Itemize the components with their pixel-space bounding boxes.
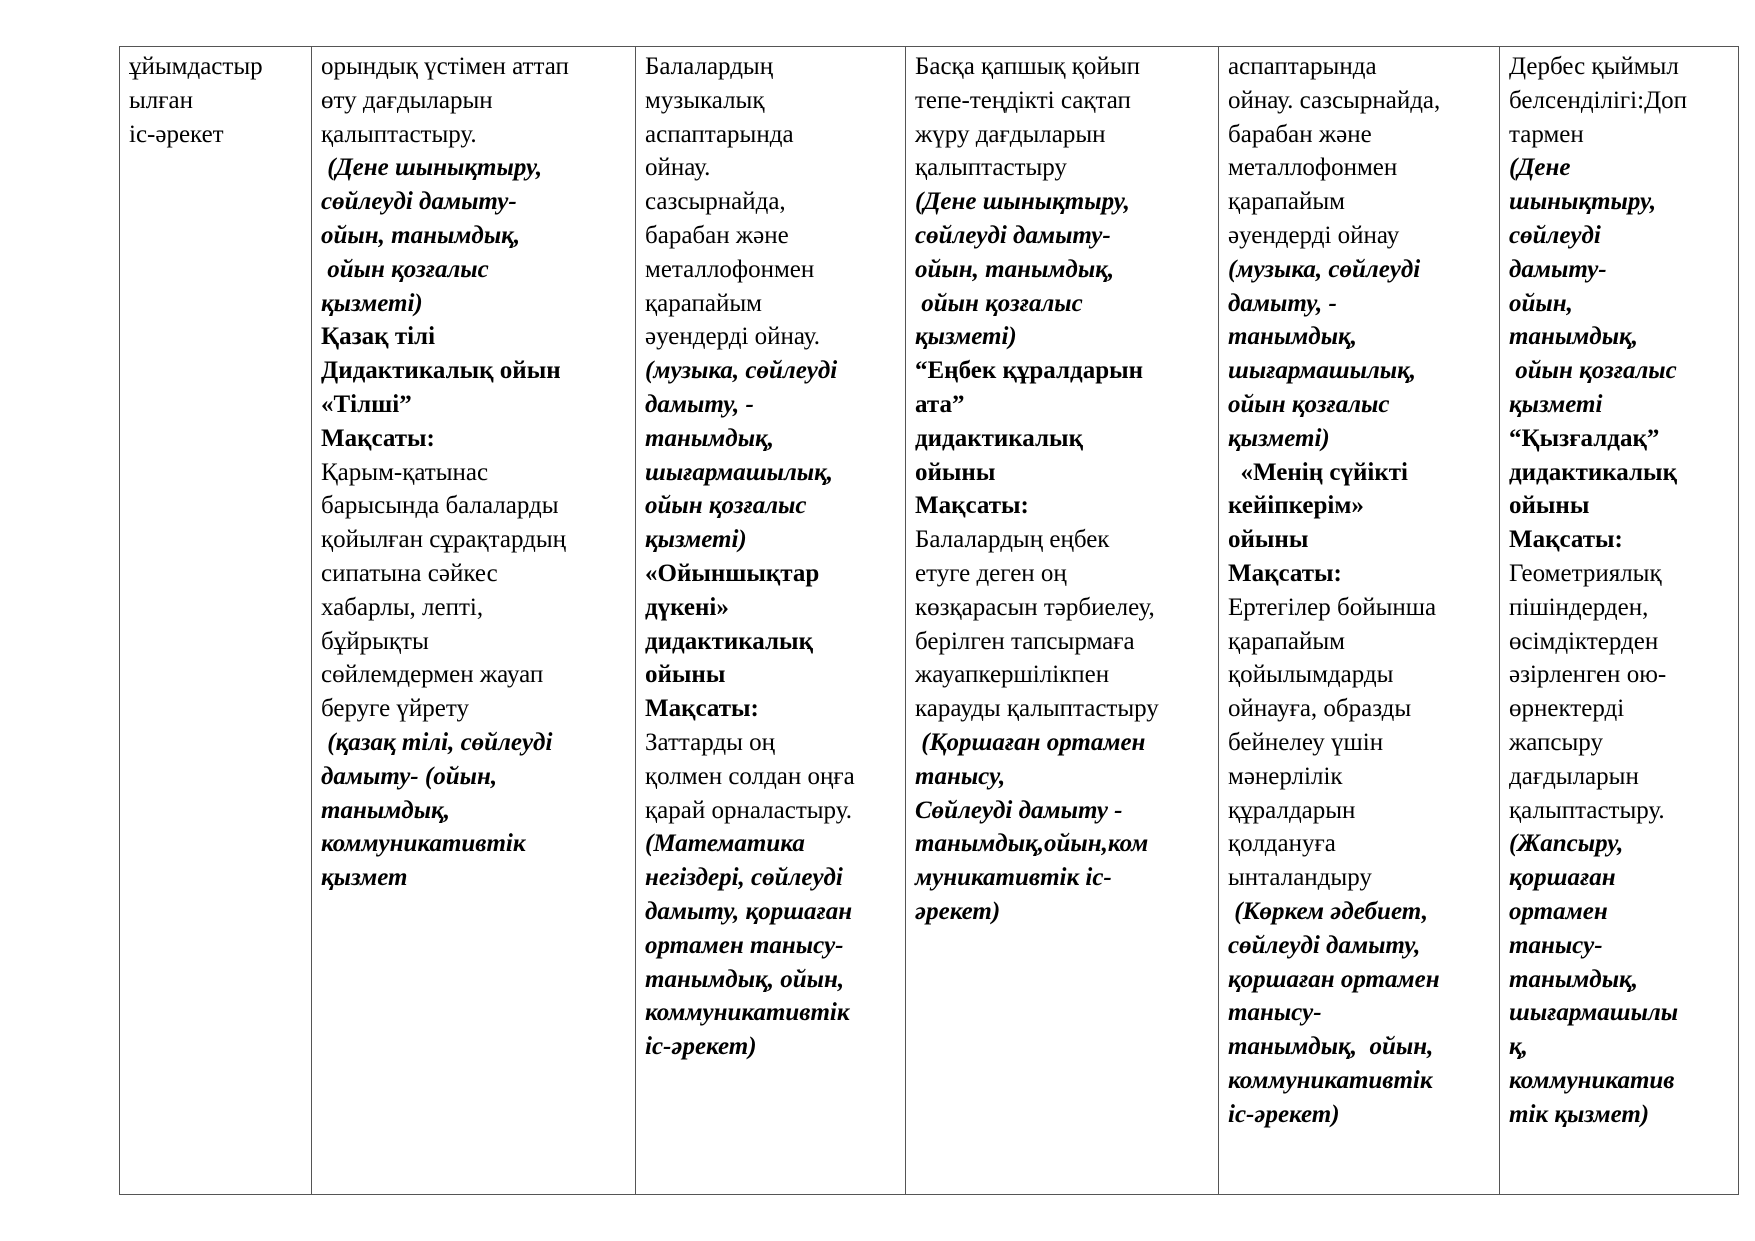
- text-line: аспаптарында: [1228, 53, 1377, 80]
- emphasis-line: дамыту- (ойын,: [321, 762, 498, 790]
- text-line: әуендерді ойнау.: [645, 323, 820, 351]
- emphasis-line: кейіпкерім»: [1228, 492, 1364, 520]
- emphasis-line: “Еңбек құралдарын: [915, 357, 1144, 385]
- emphasis-line: ойын,: [1509, 289, 1573, 317]
- emphasis-line: танымдық,ойын,ком: [915, 830, 1149, 858]
- emphasis-line: Дидактикалық ойын: [321, 357, 561, 385]
- emphasis-line: танымдық,: [1509, 965, 1638, 993]
- text-line: жауапкершілікпен: [915, 661, 1110, 689]
- text-line: пішіндерден,: [1509, 593, 1649, 621]
- emphasis-line: дүкені»: [645, 593, 729, 621]
- text-line: қойылған сұрақтардың: [321, 526, 567, 554]
- text-line: барабан және: [645, 221, 789, 249]
- emphasis-line: қоршаған: [1509, 864, 1616, 892]
- text-line: көзқарасын тәрбиелеу,: [915, 593, 1155, 621]
- text-line: ұйымдастыр: [129, 53, 263, 80]
- emphasis-line: Мақсаты:: [915, 492, 1029, 520]
- emphasis-line: «Тілші”: [321, 390, 412, 418]
- emphasis-line: танысу-: [1509, 931, 1603, 959]
- activity-type-cell: [120, 47, 312, 1195]
- text-line: қалыптастыру.: [321, 120, 477, 148]
- emphasis-line: ортамен: [1509, 897, 1608, 925]
- emphasis-line: (Математика: [645, 830, 805, 858]
- emphasis-line: ойыны: [915, 458, 996, 486]
- emphasis-line: танымдық,: [1509, 323, 1638, 351]
- emphasis-line: ойын қозғалыс: [915, 289, 1083, 317]
- text-line: қарапайым: [1228, 627, 1345, 655]
- emphasis-line: қызметі: [1509, 390, 1603, 418]
- emphasis-line: танысу,: [915, 762, 1006, 790]
- emphasis-line: ойын, танымдық,: [915, 255, 1115, 283]
- text-line: металлофонмен: [645, 255, 815, 283]
- emphasis-line: Мақсаты:: [321, 424, 435, 452]
- emphasis-line: коммуникативтік: [1228, 1066, 1433, 1094]
- text-line: қойылымдарды: [1228, 661, 1394, 689]
- emphasis-line: дамыту-: [1509, 255, 1607, 283]
- text-line: жүру дағдыларын: [915, 120, 1106, 148]
- emphasis-line: танымдық,: [321, 796, 450, 824]
- emphasis-line: (Көркем әдебиет,: [1228, 897, 1429, 925]
- text-line: Қарым-қатынас: [321, 458, 489, 486]
- lesson-plan-table: [119, 46, 1739, 1195]
- emphasis-line: танымдық, ойын,: [645, 965, 845, 993]
- text-line: тармен: [1509, 120, 1584, 148]
- emphasis-line: (қазақ тілі, сөйлеуді: [321, 728, 553, 756]
- text-line: музыкалық: [645, 86, 765, 114]
- emphasis-line: қызметі): [321, 289, 423, 317]
- text-line: беруге үйрету: [321, 695, 469, 723]
- emphasis-line: (Дене шынықтыру,: [915, 188, 1130, 216]
- emphasis-line: қызметі): [915, 323, 1017, 351]
- text-line: жапсыру: [1509, 728, 1603, 756]
- text-line: сипатына сәйкес: [321, 559, 498, 587]
- text-line: Балалардың еңбек: [915, 526, 1110, 554]
- emphasis-line: іс-әрекет): [645, 1033, 757, 1061]
- emphasis-line: шығармашылы: [1509, 999, 1679, 1027]
- text-line: ойнау.: [645, 154, 711, 182]
- emphasis-line: дидактикалық: [1509, 458, 1677, 486]
- emphasis-line: (Дене шынықтыру,: [321, 154, 543, 182]
- emphasis-line: «Ойыншықтар: [645, 559, 820, 587]
- text-line: өрнектерді: [1509, 695, 1625, 723]
- emphasis-line: «Менің сүйікті: [1228, 458, 1408, 486]
- activity-cell-5: [1500, 47, 1739, 1195]
- activity-cell-2: [636, 47, 906, 1195]
- emphasis-line: танымдық, ойын,: [1228, 1033, 1434, 1061]
- emphasis-line: коммуникативтік: [321, 830, 526, 858]
- emphasis-line: (Жапсыру,: [1509, 830, 1624, 858]
- text-line: ойнауға, образды: [1228, 695, 1412, 723]
- text-line: белсенділігі:Доп: [1509, 86, 1688, 114]
- text-line: етуге деген оң: [915, 559, 1067, 587]
- emphasis-line: дидактикалық: [915, 424, 1083, 452]
- emphasis-line: танымдық,: [645, 424, 774, 452]
- emphasis-line: танысу-: [1228, 999, 1322, 1027]
- text-line: аспаптарында: [645, 120, 794, 148]
- emphasis-line: қоршаған ортамен: [1228, 965, 1440, 993]
- emphasis-line: дидактикалық: [645, 627, 813, 655]
- emphasis-line: ойыны: [1509, 492, 1590, 520]
- text-line: өту дағдыларын: [321, 86, 493, 114]
- emphasis-line: Сөйлеуді дамыту -: [915, 796, 1123, 824]
- emphasis-line: тік қызмет): [1509, 1100, 1650, 1128]
- text-line: құралдарын: [1228, 796, 1356, 824]
- emphasis-line: Мақсаты:: [1509, 526, 1623, 554]
- text-line: ылған: [129, 86, 194, 114]
- text-line: Басқа қапшық қойып: [915, 53, 1140, 80]
- emphasis-line: ортамен танысу-: [645, 931, 844, 959]
- text-line: қалыптастыру.: [1509, 796, 1665, 824]
- emphasis-line: ойын, танымдық,: [321, 221, 521, 249]
- text-line: тепе-теңдікті сақтап: [915, 86, 1131, 114]
- emphasis-line: (музыка, сөйлеуді: [645, 357, 838, 385]
- emphasis-line: коммуникатив: [1509, 1066, 1675, 1094]
- text-line: карауды қалыптастыру: [915, 695, 1159, 723]
- text-line: ынталандыру: [1228, 864, 1372, 892]
- text-line: бұйрықты: [321, 627, 429, 655]
- text-line: Балалардың: [645, 53, 774, 80]
- text-line: Геометриялық: [1509, 559, 1662, 587]
- emphasis-line: сөйлеуді дамыту-: [915, 221, 1111, 249]
- text-line: орындық үстімен аттап: [321, 53, 569, 80]
- emphasis-line: дамыту, -: [645, 390, 754, 418]
- emphasis-line: әрекет): [915, 897, 1001, 925]
- text-line: қарапайым: [645, 289, 762, 317]
- emphasis-line: дамыту, қоршаған: [645, 897, 853, 925]
- text-line: қолдануға: [1228, 830, 1336, 858]
- emphasis-line: ойыны: [1228, 526, 1309, 554]
- text-line: сазсырнайда,: [645, 188, 786, 216]
- activity-cell-3: [906, 47, 1219, 1195]
- text-line: қарапайым: [1228, 188, 1345, 216]
- emphasis-line: коммуникативтік: [645, 999, 850, 1027]
- text-line: іс-әрекет: [129, 120, 224, 148]
- text-line: қалыптастыру: [915, 154, 1067, 182]
- text-line: әуендерді ойнау: [1228, 221, 1400, 249]
- text-line: Ертегілер бойынша: [1228, 593, 1437, 621]
- text-line: қолмен солдан оңға: [645, 762, 855, 790]
- text-line: барысында балаларды: [321, 492, 559, 520]
- emphasis-line: іс-әрекет): [1228, 1100, 1340, 1128]
- emphasis-line: ойын қозғалыс: [321, 255, 489, 283]
- emphasis-line: қ,: [1509, 1033, 1528, 1061]
- text-line: қарай орналастыру.: [645, 796, 852, 824]
- emphasis-line: сөйлеуді: [1509, 221, 1601, 249]
- text-line: металлофонмен: [1228, 154, 1398, 182]
- emphasis-line: муникативтік іс-: [915, 864, 1112, 892]
- text-line: барабан және: [1228, 120, 1372, 148]
- emphasis-line: (музыка, сөйлеуді: [1228, 255, 1421, 283]
- emphasis-line: қызметі): [645, 526, 747, 554]
- emphasis-line: қызметі): [1228, 424, 1330, 452]
- emphasis-line: Қазақ тілі: [321, 323, 436, 351]
- text-line: мәнерлілік: [1228, 762, 1343, 790]
- text-line: ойнау. сазсырнайда,: [1228, 86, 1441, 114]
- text-line: Заттарды оң: [645, 728, 776, 756]
- text-line: сөйлемдермен жауап: [321, 661, 544, 689]
- emphasis-line: ойын қозғалыс: [1509, 357, 1677, 385]
- emphasis-line: танымдық,: [1228, 323, 1357, 351]
- emphasis-line: сөйлеуді дамыту-: [321, 188, 517, 216]
- text-line: бейнелеу үшін: [1228, 728, 1384, 756]
- emphasis-line: ата”: [915, 390, 965, 418]
- emphasis-line: ойыны: [645, 661, 726, 689]
- emphasis-line: сөйлеуді дамыту,: [1228, 931, 1421, 959]
- text-line: дағдыларын: [1509, 762, 1639, 790]
- text-line: хабарлы, лепті,: [321, 593, 484, 621]
- emphasis-line: “Қызғалдақ”: [1509, 424, 1660, 452]
- emphasis-line: Мақсаты:: [645, 695, 759, 723]
- emphasis-line: ойын қозғалыс: [1228, 390, 1390, 418]
- emphasis-line: ойын қозғалыс: [645, 492, 807, 520]
- activity-cell-4: [1219, 47, 1500, 1195]
- text-line: Дербес қыймыл: [1509, 53, 1679, 80]
- emphasis-line: Мақсаты:: [1228, 559, 1342, 587]
- text-line: өсімдіктерден: [1509, 627, 1659, 655]
- emphasis-line: қызмет: [321, 864, 408, 892]
- emphasis-line: (Дене: [1509, 154, 1571, 182]
- text-line: әзірленген ою-: [1509, 661, 1667, 689]
- emphasis-line: шығармашылық,: [1228, 357, 1417, 385]
- emphasis-line: дамыту, -: [1228, 289, 1337, 317]
- text-line: берілген тапсырмаға: [915, 627, 1135, 655]
- table-row: [120, 47, 1739, 1195]
- emphasis-line: (Қоршаған ортамен: [915, 728, 1146, 756]
- emphasis-line: шынықтыру,: [1509, 188, 1657, 216]
- emphasis-line: негіздері, сөйлеуді: [645, 864, 843, 892]
- activity-cell-1: [312, 47, 636, 1195]
- emphasis-line: шығармашылық,: [645, 458, 834, 486]
